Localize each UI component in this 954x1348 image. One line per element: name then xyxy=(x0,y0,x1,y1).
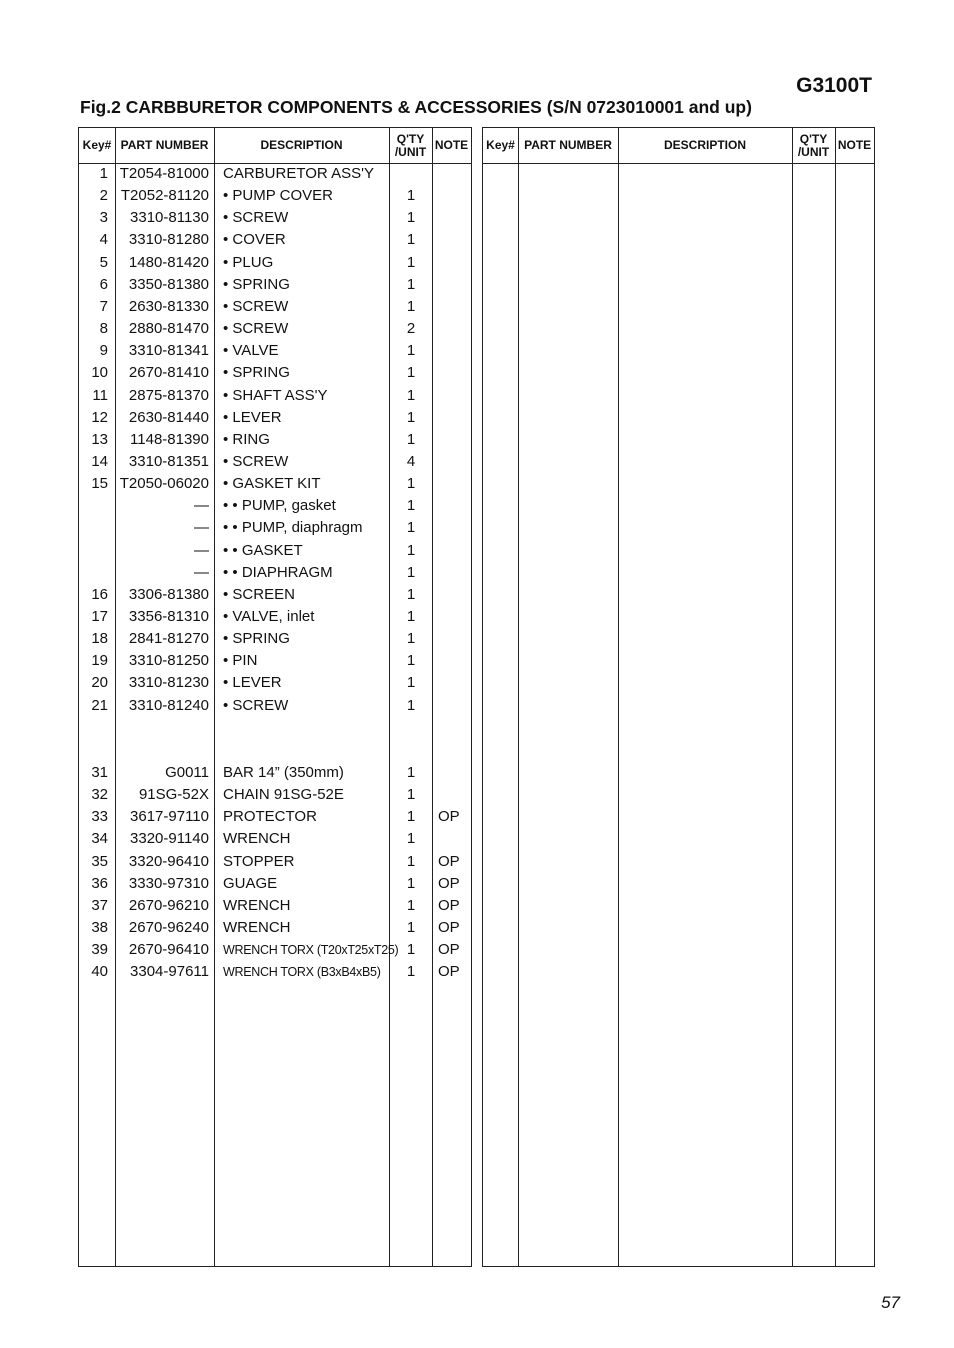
qty-cell: 1 xyxy=(406,209,416,227)
part-number-cell: 3320-91140 xyxy=(130,830,209,848)
page-number: 57 xyxy=(881,1293,900,1312)
key-cell: 4 xyxy=(99,231,108,249)
key-cell: 15 xyxy=(91,475,108,493)
part-number-cell: — xyxy=(194,497,209,515)
table-row xyxy=(79,274,471,296)
description-cell: • SCREW xyxy=(223,297,289,315)
qty-cell: 1 xyxy=(406,608,416,625)
table-row xyxy=(79,163,471,185)
description-cell: • GASKET KIT xyxy=(223,475,321,493)
description-cell: • VALVE, inlet xyxy=(223,608,315,625)
part-number-cell: 3310-81230 xyxy=(128,674,209,692)
qty-cell: 1 xyxy=(406,652,416,670)
qty-cell: 1 xyxy=(406,408,416,426)
description-cell: • RING xyxy=(223,430,270,448)
qty-cell: 1 xyxy=(406,187,416,205)
header-qty-right-line2: /UNIT xyxy=(797,144,830,159)
description-cell: • VALVE xyxy=(223,342,279,360)
qty-cell: 1 xyxy=(406,830,416,848)
part-number-cell: — xyxy=(194,519,209,537)
part-number-cell: 3310-81280 xyxy=(128,231,209,249)
part-number-cell: — xyxy=(194,541,209,559)
qty-cell: 1 xyxy=(406,630,416,648)
table-row xyxy=(79,873,471,895)
description-cell: GUAGE xyxy=(223,874,278,892)
key-cell: 32 xyxy=(91,786,108,804)
table-row xyxy=(79,650,471,672)
qty-cell: 1 xyxy=(406,852,416,870)
description-cell: • SHAFT ASS'Y xyxy=(223,386,328,404)
key-cell: 31 xyxy=(91,764,108,781)
part-number-cell: 2841-81270 xyxy=(128,630,209,648)
qty-cell: 1 xyxy=(406,342,416,360)
part-number-cell: 3310-81250 xyxy=(128,652,209,670)
note-cell: OP xyxy=(438,896,460,914)
part-number-cell: G0011 xyxy=(165,764,209,781)
table-row xyxy=(79,517,471,539)
qty-cell: 1 xyxy=(406,364,416,382)
key-cell: 20 xyxy=(91,674,108,692)
qty-cell: 1 xyxy=(406,275,416,293)
table-row xyxy=(79,318,471,340)
key-cell: 16 xyxy=(91,585,108,603)
description-cell: • PUMP COVER xyxy=(223,187,333,205)
part-number-cell: 2670-96210 xyxy=(128,896,209,914)
key-cell: 6 xyxy=(99,275,108,293)
table-row xyxy=(79,806,471,828)
key-cell: 34 xyxy=(91,830,108,848)
description-cell: WRENCH xyxy=(223,830,291,848)
note-cell: OP xyxy=(438,963,460,981)
qty-cell: 1 xyxy=(406,896,416,914)
part-number-cell: 2630-81440 xyxy=(128,408,209,426)
description-cell: • SPRING xyxy=(223,630,290,648)
qty-cell: 1 xyxy=(406,786,416,804)
part-number-cell: 2630-81330 xyxy=(128,297,209,315)
key-cell: 7 xyxy=(99,297,108,315)
key-cell: 11 xyxy=(92,386,108,404)
description-cell: • LEVER xyxy=(223,408,282,426)
table-row xyxy=(79,540,471,562)
description-cell: PROTECTOR xyxy=(223,808,317,826)
table-row xyxy=(79,252,471,274)
key-cell: 40 xyxy=(91,963,108,981)
qty-cell: 1 xyxy=(406,963,416,981)
key-cell: 1 xyxy=(99,165,108,182)
table-row xyxy=(79,851,471,873)
note-cell: OP xyxy=(438,874,460,892)
part-number-cell: T2054-81000 xyxy=(119,165,209,182)
table-row xyxy=(79,185,471,207)
description-cell: WRENCH TORX (T20xT25xT25) xyxy=(223,943,399,958)
parts-table-right xyxy=(482,127,875,1267)
part-number-cell: 3310-81351 xyxy=(128,452,209,470)
header-part-number-right: PART NUMBER xyxy=(524,138,612,152)
table-row xyxy=(79,562,471,584)
description-cell: • PIN xyxy=(223,652,258,670)
key-cell: 35 xyxy=(91,852,108,870)
qty-cell: 1 xyxy=(406,475,416,493)
qty-cell: 1 xyxy=(406,519,416,537)
part-number-cell: 3310-81341 xyxy=(128,342,209,360)
table-row xyxy=(79,828,471,850)
key-cell: 12 xyxy=(91,408,108,426)
description-cell: WRENCH xyxy=(223,919,291,937)
key-cell: 5 xyxy=(99,253,108,271)
description-cell: WRENCH xyxy=(223,896,291,914)
table-row xyxy=(79,584,471,606)
description-cell: • • PUMP, gasket xyxy=(223,497,336,515)
table-row xyxy=(79,606,471,628)
key-cell: 3 xyxy=(99,209,108,227)
part-number-cell: 3320-96410 xyxy=(128,852,209,870)
part-number-cell: — xyxy=(194,563,209,581)
table-row xyxy=(79,407,471,429)
description-cell: • SPRING xyxy=(223,364,290,382)
description-cell: CARBURETOR ASS'Y xyxy=(223,165,374,182)
table-row xyxy=(79,207,471,229)
table-row xyxy=(79,296,471,318)
key-cell: 9 xyxy=(99,342,108,360)
header-description-right: DESCRIPTION xyxy=(663,138,746,152)
part-number-cell: 3304-97611 xyxy=(130,963,209,981)
qty-cell: 1 xyxy=(406,386,416,404)
qty-cell: 1 xyxy=(406,497,416,515)
part-number-cell: 2670-96410 xyxy=(128,941,209,959)
description-cell: • • PUMP, diaphragm xyxy=(223,519,363,537)
key-cell: 38 xyxy=(91,919,108,937)
qty-cell: 1 xyxy=(406,231,416,249)
description-cell: • SCREW xyxy=(223,696,289,714)
note-cell: OP xyxy=(438,852,460,870)
part-number-cell: T2050-06020 xyxy=(119,475,209,493)
key-cell: 10 xyxy=(91,364,108,382)
table-row xyxy=(79,917,471,939)
table-row xyxy=(79,895,471,917)
part-number-cell: 3330-97310 xyxy=(128,874,209,892)
key-cell: 19 xyxy=(91,652,108,670)
table-row xyxy=(79,939,471,961)
qty-cell: 1 xyxy=(406,696,416,714)
part-number-cell: 2670-81410 xyxy=(128,364,209,382)
qty-cell: 1 xyxy=(406,808,416,826)
table-row xyxy=(79,784,471,806)
note-cell: OP xyxy=(438,941,460,959)
description-cell: • SPRING xyxy=(223,275,290,293)
key-cell: 14 xyxy=(91,452,108,470)
part-number-cell: 2880-81470 xyxy=(128,320,209,338)
key-cell: 17 xyxy=(91,608,108,625)
figure-title: Fig.2 CARBBURETOR COMPONENTS & ACCESSORIES (S/N 0723010001 and up) xyxy=(80,97,752,117)
description-cell: • SCREW xyxy=(223,452,289,470)
key-cell: 37 xyxy=(91,896,108,914)
table-row xyxy=(79,340,471,362)
qty-cell: 1 xyxy=(406,764,416,781)
table-row xyxy=(79,385,471,407)
header-note: NOTE xyxy=(434,138,469,152)
header-qty xyxy=(389,128,432,163)
part-number-cell: 3350-81380 xyxy=(128,275,209,293)
description-cell: WRENCH TORX (B3xB4xB5) xyxy=(223,965,381,980)
table-row xyxy=(79,451,471,473)
description-cell: BAR 14” (350mm) xyxy=(223,764,344,781)
description-cell: • COVER xyxy=(223,231,286,249)
part-number-cell: 1148-81390 xyxy=(130,430,209,448)
part-number-cell: 3356-81310 xyxy=(128,608,209,625)
header-qty-line2: /UNIT xyxy=(394,144,427,159)
header-description: DESCRIPTION xyxy=(260,138,343,152)
key-cell: 36 xyxy=(91,874,108,892)
qty-cell: 1 xyxy=(406,585,416,603)
qty-cell: 2 xyxy=(406,320,416,338)
description-cell: • PLUG xyxy=(223,253,274,271)
part-number-cell: 2875-81370 xyxy=(128,386,209,404)
description-cell: • • DIAPHRAGM xyxy=(223,563,333,581)
note-cell: OP xyxy=(438,808,460,826)
header-qty-right-line1: Q'TY xyxy=(799,131,828,146)
header-key: Key# xyxy=(82,138,112,152)
part-number-cell: 2670-96240 xyxy=(128,919,209,937)
model-name: G3100T xyxy=(796,74,872,97)
qty-cell: 1 xyxy=(406,430,416,448)
key-cell: 39 xyxy=(91,941,108,959)
table-row xyxy=(79,672,471,694)
part-number-cell: 1480-81420 xyxy=(128,253,209,271)
description-cell: • • GASKET xyxy=(223,541,303,559)
key-cell: 13 xyxy=(91,430,108,448)
key-cell: 18 xyxy=(91,630,108,648)
note-cell: OP xyxy=(438,919,460,937)
table-row xyxy=(79,362,471,384)
part-number-cell: 3310-81130 xyxy=(130,209,209,227)
qty-cell: 1 xyxy=(406,253,416,271)
key-cell: 21 xyxy=(91,696,108,714)
header-qty-right xyxy=(792,128,835,163)
part-number-cell: 3306-81380 xyxy=(128,585,209,603)
table-row xyxy=(79,695,471,717)
key-cell: 8 xyxy=(99,320,108,338)
part-number-cell: T2052-81120 xyxy=(120,187,209,205)
header-part-number: PART NUMBER xyxy=(120,138,209,152)
table-row xyxy=(79,762,471,784)
description-cell: STOPPER xyxy=(223,852,295,870)
qty-cell: 1 xyxy=(406,541,416,559)
key-cell: 33 xyxy=(91,808,108,826)
table-row xyxy=(79,961,471,983)
key-cell: 2 xyxy=(99,187,108,205)
qty-cell: 1 xyxy=(406,874,416,892)
qty-cell: 1 xyxy=(406,919,416,937)
header-qty-line1: Q'TY xyxy=(396,131,425,146)
table-row xyxy=(79,429,471,451)
part-number-cell: 3617-97110 xyxy=(130,808,209,826)
parts-table-left xyxy=(78,127,472,1267)
part-number-cell: 3310-81240 xyxy=(128,696,209,714)
qty-cell: 1 xyxy=(406,563,416,581)
header-key-right: Key# xyxy=(486,138,515,152)
qty-cell: 4 xyxy=(406,452,416,470)
description-cell: • SCREW xyxy=(223,209,289,227)
description-cell: • SCREEN xyxy=(223,585,295,603)
table-row xyxy=(79,229,471,251)
part-number-cell: 91SG-52X xyxy=(138,786,209,804)
table-row xyxy=(79,628,471,650)
qty-cell: 1 xyxy=(406,297,416,315)
header-note-right: NOTE xyxy=(837,138,872,152)
description-cell: • LEVER xyxy=(223,674,282,692)
qty-cell: 1 xyxy=(406,941,416,959)
description-cell: CHAIN 91SG-52E xyxy=(223,786,344,804)
description-cell: • SCREW xyxy=(223,320,289,338)
table-row xyxy=(79,495,471,517)
qty-cell: 1 xyxy=(406,674,416,692)
table-row xyxy=(79,473,471,495)
